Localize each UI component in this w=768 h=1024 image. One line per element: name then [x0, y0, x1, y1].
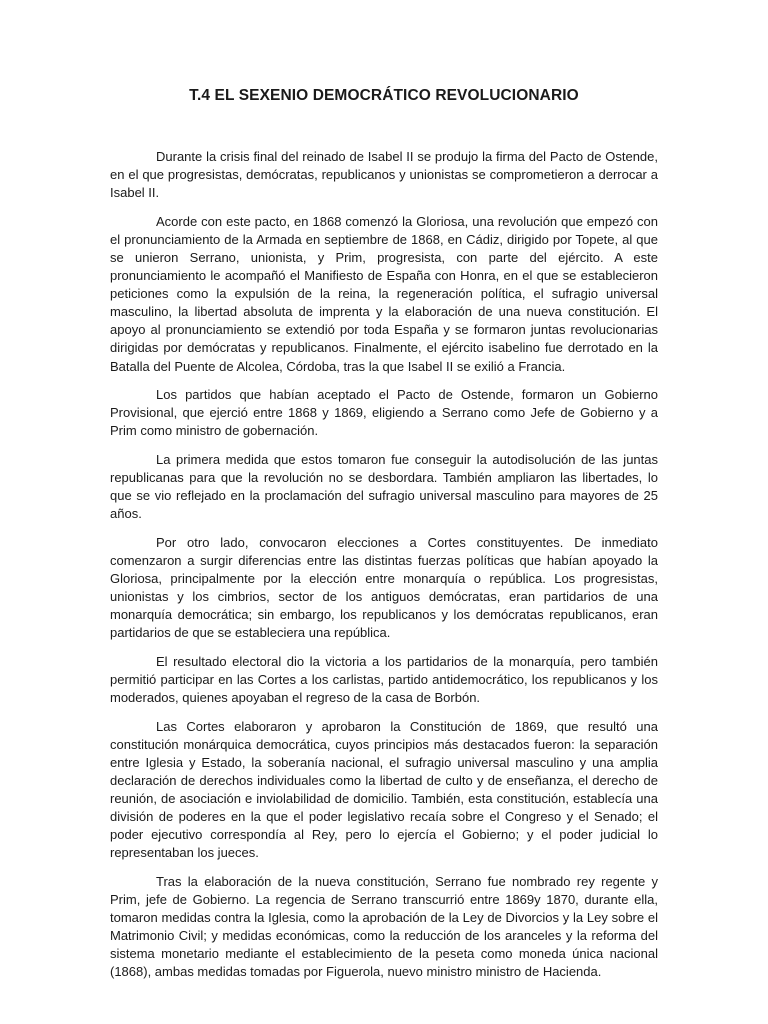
paragraph-constitucion-1869: Las Cortes elaboraron y aprobaron la Constitución de 1869, que resultó una constitución monárquica democrática, cuyos principios más destacados fueron: la separación entre Iglesia y Estado, la soberanía nacional, el sufragio universal masculino y una amplia declaración de derechos individuales como la libertad de culto y de enseñanza, el derecho de reunión, de asociación e inviolabilidad de domicilio. También, esta constitución, establecía una división de poderes en la que el poder legislativo recaía sobre el Congreso y el Senado; el poder ejecutivo correspondía al Rey, pero lo ejercía el Gobierno; y el poder judicial lo representaban los jueces.	[110, 718, 658, 861]
paragraph-pacto-de-ostende: Durante la crisis final del reinado de Isabel II se produjo la firma del Pacto de Ostende, en el que progresistas, demócratas, republicanos y unionistas se comprometieron a derrocar a Isabel II.	[110, 149, 658, 201]
paragraph-primera-medida: La primera medida que estos tomaron fue conseguir la autodisolución de las juntas republicanas para que la revolución no se desbordara. También ampliaron las libertades, lo que se vio reflejado en la proclamación del sufragio universal masculino para mayores de 25 años.	[110, 451, 658, 522]
paragraph-resultado-electoral: El resultado electoral dio la victoria a los partidarios de la monarquía, pero también permitió participar en las Cortes a los carlistas, partido antidemocrático, los republicanos y los moderados, quienes apoyaban el regreso de la casa de Borbón.	[110, 653, 658, 706]
paragraph-gobierno-provisional: Los partidos que habían aceptado el Pacto de Ostende, formaron un Gobierno Provisional, que ejerció entre 1868 y 1869, eligiendo a Serrano como Jefe de Gobierno y a Prim como ministro de gobernación.	[110, 387, 658, 439]
paragraph-regencia-serrano: Tras la elaboración de la nueva constitución, Serrano fue nombrado rey regente y Prim, jefe de Gobierno. La regencia de Serrano transcurrió entre 1869y 1870, durante ella, tomaron medidas contra la Iglesia, como la aprobación de la Ley de Divorcios y la Ley sobre el Matrimonio Civil; y medidas económicas, como la reducción de los aranceles y la reforma del sistema monetario mediante el establecimiento de la peseta como moneda única nacional (1868), ambas medidas tomadas por Figuerola, nuevo ministro ministro de Hacienda.	[110, 873, 658, 980]
paragraph-la-gloriosa: Acorde con este pacto, en 1868 comenzó la Gloriosa, una revolución que empezó con el pronunciamiento de la Armada en septiembre de 1868, en Cádiz, dirigido por Topete, al que se unieron Serrano, unionista, y Prim, progresista, con parte del ejército. A este pronunciamiento le acompañó el Manifiesto de España con Honra, en el que se establecieron peticiones como la expulsión de la reina, la regeneración política, el sufragio universal masculino, la libertad absoluta de imprenta y la elaboración de una nueva constitución. El apoyo al pronunciamiento se extendió por toda España y se formaron juntas revolucionarias dirigidas por demócratas y republicanos. Finalmente, el ejército isabelino fue derrotado en la Batalla del Puente de Alcolea, Córdoba, tras la que Isabel II se exilió a Francia.	[110, 213, 658, 374]
paragraph-elecciones-cortes: Por otro lado, convocaron elecciones a Cortes constituyentes. De inmediato comenzaron a surgir diferencias entre las distintas fuerzas políticas que habían apoyado la Gloriosa, principalmente por la elección entre monarquía o república. Los progresistas, unionistas y los cimbrios, sector de los antiguos demócratas, eran partidarios de una monarquía democrática; sin embargo, los republicanos y los demócratas republicanos, eran partidarios de que se estableciera una república.	[110, 534, 658, 641]
document-page	[110, 86, 658, 992]
document-title: T.4 EL SEXENIO DEMOCRÁTICO REVOLUCIONARIO	[189, 87, 579, 104]
